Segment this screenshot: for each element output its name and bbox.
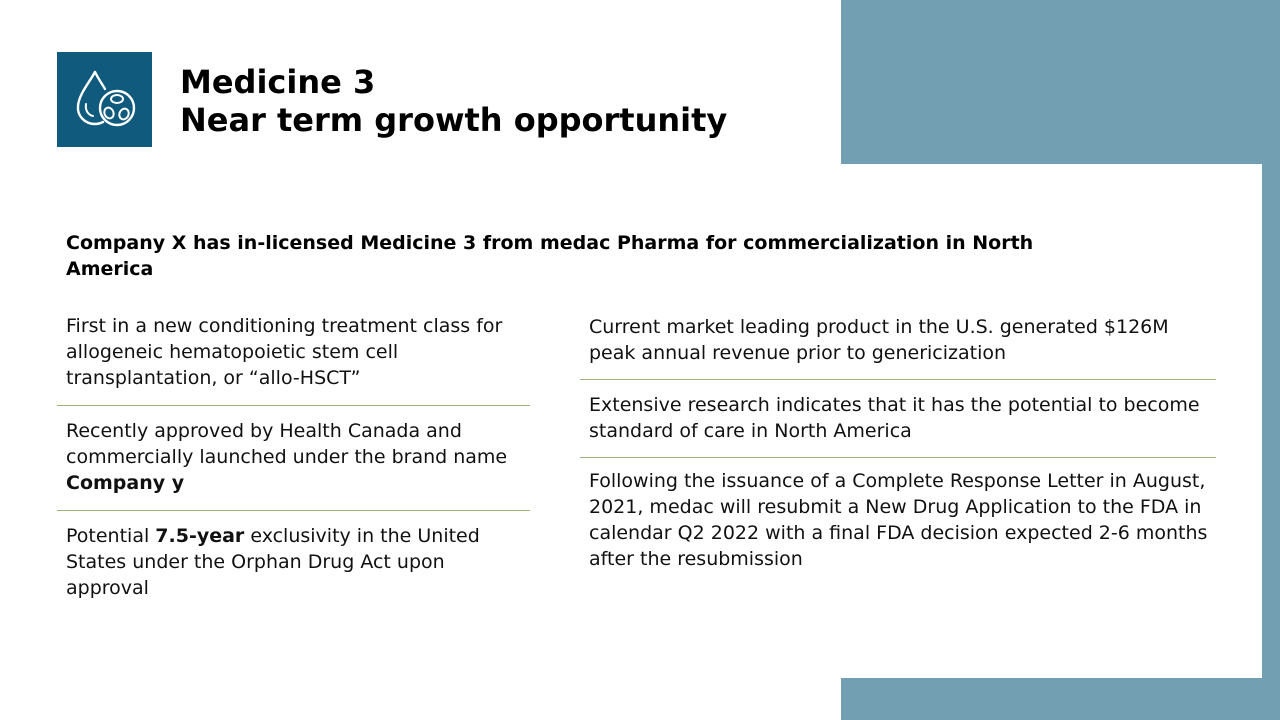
left-item-1-text: First in a new conditioning treatment class for allogeneic hematopoietic stem cell transplantation, or “allo-HSCT”	[66, 315, 503, 389]
right-column	[580, 313, 1216, 572]
left-item-3	[57, 523, 530, 601]
left-item-2	[57, 418, 530, 498]
right-item-1: Current market leading product in the U.S. generated $126M peak annual revenue prior to genericization	[589, 316, 1169, 364]
left-item-3-text-before: Potential	[66, 525, 156, 547]
exclusivity-term: 7.5-year	[155, 525, 245, 547]
right-item-2: Extensive research indicates that it has the potential to become standard of care in North America	[589, 394, 1200, 442]
accent-panel-right	[1262, 0, 1280, 720]
intro-statement: Company X has in-licensed Medicine 3 from medac Pharma for commercialization in North America	[66, 232, 1034, 280]
accent-panel-bottom	[841, 678, 1280, 720]
divider	[57, 510, 530, 511]
page-title	[180, 63, 727, 139]
divider	[580, 379, 1216, 380]
title-line-1: Medicine 3	[180, 63, 376, 101]
accent-panel-top	[841, 0, 1280, 164]
drop-cells-icon	[57, 52, 152, 147]
title-line-2: Near term growth opportunity	[180, 101, 728, 139]
left-column	[57, 313, 530, 601]
brand-name: Company y	[66, 472, 185, 494]
divider	[580, 457, 1216, 458]
divider	[57, 405, 530, 406]
left-item-3-text-after: exclusivity in the United States under the Orphan Drug Act upon approval	[66, 525, 480, 599]
left-item-2-text: Recently approved by Health Canada and commercially launched under the brand name	[66, 420, 508, 468]
right-item-3: Following the issuance of a Complete Response Letter in August, 2021, medac will resubmit a New Drug Application to the FDA in calendar Q2 2022 with a final FDA decision expected 2-6 months after the resubmission	[589, 470, 1208, 570]
left-item-1	[57, 313, 530, 393]
